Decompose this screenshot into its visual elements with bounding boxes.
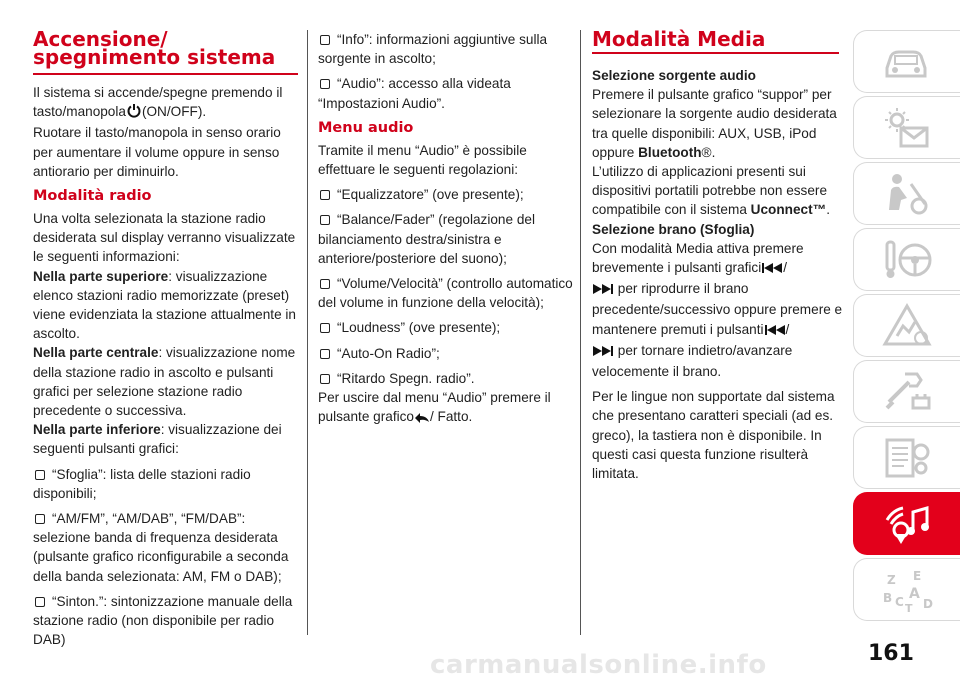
power-icon [126,103,142,123]
back-arrow-icon [414,409,430,428]
list-item: “Sinton.”: sintonizzazione manuale della stazione radio (non disponibile per radio DAB) [33,593,293,648]
emergency-icon [879,302,935,350]
column-1 [33,27,298,655]
svg-text:C: C [895,594,904,609]
section-title-power: Accensione/ spegnimento sistema [33,27,276,69]
multimedia-icon [879,500,935,548]
section-title-media: Modalità Media [592,27,766,51]
column-2 [318,30,573,434]
track-heading: Selezione brano (Sfoglia) [592,221,755,237]
audio-intro: Tramite il menu “Audio” è possibile effettuare le seguenti regolazioni: [318,142,527,178]
column-divider [580,30,581,635]
technical-data-icon [879,434,935,482]
checkbox-bullet-icon [320,279,330,289]
svg-text:Z: Z [887,572,896,587]
index-icon [879,566,935,614]
list-item: “Sfoglia”: lista delle stazioni radio disponibili; [33,466,251,501]
list-item: “Info”: informazioni aggiuntive sulla sorgente in ascolto; [318,32,548,67]
maintenance-icon [879,368,935,416]
heading-audio-menu: Menu audio [318,119,414,136]
tab-technical-data[interactable] [853,426,960,489]
source-heading: Selezione sorgente audio [592,68,756,83]
list-item: “Audio”: accesso alla videata “Impostazioni Audio”. [318,76,511,111]
checkbox-bullet-icon [35,597,45,607]
previous-track-icon [764,322,786,341]
tab-multimedia[interactable] [853,492,960,555]
svg-text:D: D [923,596,933,611]
title-rule [33,73,298,75]
checkbox-bullet-icon [320,349,330,359]
list-item: “Volume/Velocità” (controllo automatico del volume in funzione della velocità); [318,276,573,311]
page-number: 161 [868,641,914,666]
track-paragraph: Con modalità Media attiva premere brevemente i pulsanti grafici / per riprodurre il brano precedente/successivo oppure premere e mantenere premuti i pulsanti / per tornare indietro/avanzare velocemente il brano. [592,240,843,380]
upper-part-paragraph: Nella parte superiore: visualizzazione elenco stazioni radio memorizzate (preset) viene evidenziata la stazione attualmente in ascolto. [33,268,296,342]
heading-radio-mode: Modalità radio [33,188,152,205]
checkbox-bullet-icon [320,215,330,225]
checkbox-bullet-icon [320,35,330,45]
radio-intro: Una volta selezionata la stazione radio desiderata sul display verranno visualizzate le seguenti informazioni: [33,211,296,265]
column-divider [307,30,308,635]
tab-car-overview[interactable] [853,30,960,93]
tab-start-driving[interactable] [853,228,960,291]
svg-text:A: A [909,585,920,602]
list-item: “Auto-On Radio”; [318,344,573,363]
list-item: “Ritardo Spegn. radio”. [318,369,573,388]
list-item: “AM/FM”, “AM/DAB”, “FM/DAB”: selezione banda di frequenza desiderata (pulsante grafico riconfigurabile a seconda della banda selezionata: AM, FM o DAB); [33,511,289,584]
start-driving-icon [879,236,935,284]
svg-text:T: T [905,601,913,614]
checkbox-bullet-icon [320,190,330,200]
next-track-icon [592,281,614,300]
lower-part-paragraph: Nella parte inferiore: visualizzazione dei seguenti pulsanti grafici: [33,422,282,457]
center-part-paragraph: Nella parte centrale: visualizzazione nome della stazione radio in ascolto e pulsanti grafici per selezione stazione radio precedente o successiva. [33,345,296,419]
svg-text:E: E [913,568,922,583]
tab-maintenance[interactable] [853,360,960,423]
checkbox-bullet-icon [35,470,45,480]
exit-paragraph: Per uscire dal menu “Audio” premere il pulsante grafico / Fatto. [318,388,573,428]
next-track-icon [592,343,614,362]
volume-paragraph: Ruotare il tasto/manopola in senso orario per aumentare il volume oppure in senso antiorario per diminuirlo. [33,125,281,179]
checkbox-bullet-icon [35,514,45,524]
car-overview-icon [879,38,935,86]
warning-lights-icon [879,104,935,152]
checkbox-bullet-icon [320,323,330,333]
svg-text:B: B [883,590,893,605]
previous-track-icon [761,260,783,279]
list-item: “Equalizzatore” (ove presente); [318,185,573,204]
chapter-tabs [853,30,960,624]
list-item: “Loudness” (ove presente); [318,318,573,337]
tab-warning-lights[interactable] [853,96,960,159]
source-paragraph: Premere il pulsante grafico “suppor” per selezionare la sorgente audio desiderata tra quelle disponibili: AUX, USB, iPod oppure Bluetooth®. [592,87,837,160]
tab-index[interactable] [853,558,960,621]
power-paragraph: Il sistema si accende/spegne premendo il tasto/manopola (ON/OFF). [33,83,298,123]
checkbox-bullet-icon [320,79,330,89]
checkbox-bullet-icon [320,374,330,384]
list-item: “Balance/Fader” (regolazione del bilanciamento destra/sinistra e anteriore/posteriore del suono); [318,212,535,266]
column-3 [592,27,847,489]
title-rule [592,52,839,54]
safety-airbag-icon [879,170,935,218]
watermark: carmanualsonline.info [430,650,767,680]
language-paragraph: Per le lingue non supportate dal sistema che presentano caratteri speciali (ad es. greco), la tastiera non è disponibile. In questi casi questa funzione risulterà limitata. [592,389,835,482]
apps-paragraph: L’utilizzo di applicazioni presenti sui dispositivi portatili potrebbe non essere compatibile con il sistema Uconnect™. [592,164,830,218]
tab-safety[interactable] [853,162,960,225]
tab-emergency[interactable] [853,294,960,357]
